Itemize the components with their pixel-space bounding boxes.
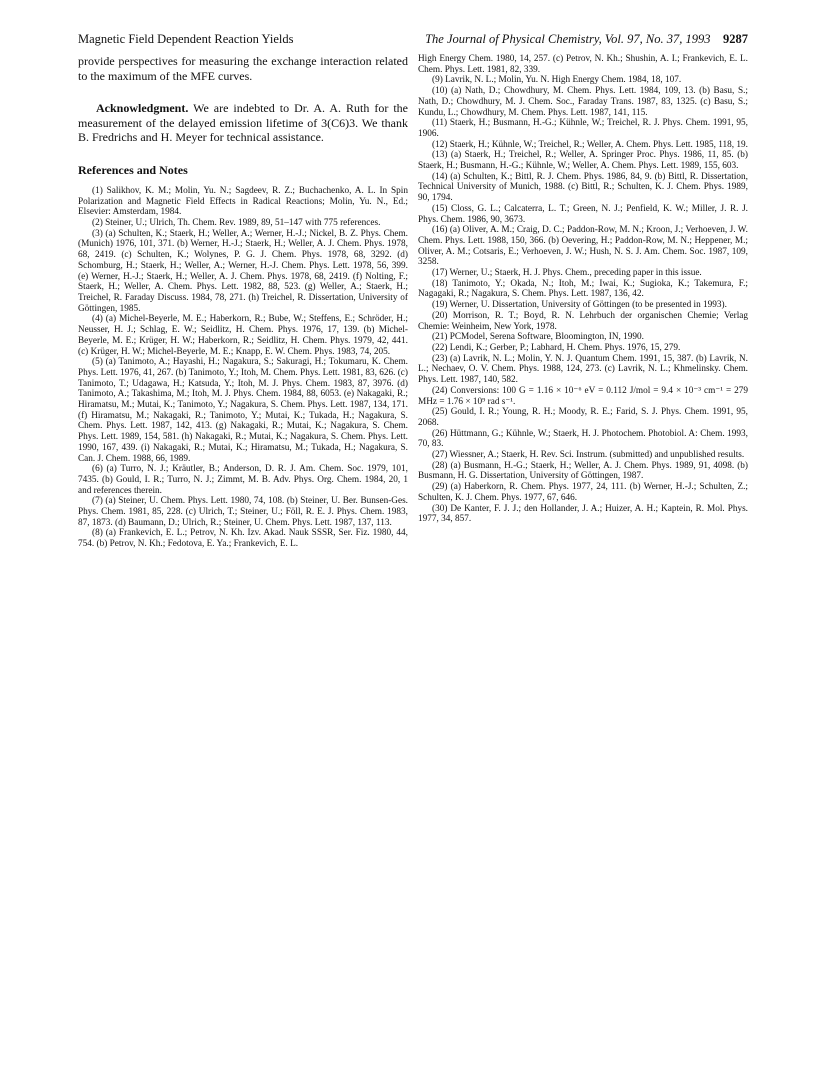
references-right-list	[418, 54, 748, 525]
reference-item: (27) Wiessner, A.; Staerk, H. Rev. Sci. Instrum. (submitted) and unpublished results.	[432, 450, 745, 461]
reference-item: (5) (a) Tanimoto, A.; Hayashi, H.; Nagakura, S.; Sakuragi, H.; Tokumaru, K. Chem. Phys. Lett. 1976, 41, 267. (b) Tanimoto, Y.; Itoh, M. Chem. Phys. Lett. 1981, 83, 626. (c) Tanimoto, T.; Udagawa, H.; Katsuda, Y.; Itoh, M. J. Phys. Chem. 1983, 87, 3976. (d) Tanimoto, A.; Takashima, M.; Itoh, M. J. Phys. Chem. 1984, 88, 6053. (e) Nakagaki, R.; Hiramatsu, M.; Mutai, K.; Tanimoto, Y.; Nagakura, S. Chem. Phys. Lett. 1987, 134, 171. (f) Hiramatsu, M.; Nakagaki, R.; Tanimoto, Y.; Mutai, K.; Tukada, H.; Nagakura, S. Chem. Phys. Lett. 1987, 142, 413. (g) Nakagaki, R.; Mutai, K.; Nagakura, S. Chem. Phys. Lett. 1989, 154, 581. (h) Nakagaki, R.; Mutai, K.; Nagakura, S. Chem. Phys. Lett. 1990, 167, 439. (i) Nakagaki, R.; Mutai, K.; Hiramatsu, M.; Tukada, H.; Nagakura, S. Can. J. Chem. 1988, 66, 1989.	[78, 357, 408, 464]
reference-item: (9) Lavrik, N. L.; Molin, Yu. N. High Energy Chem. 1984, 18, 107.	[432, 75, 682, 86]
reference-item: (24) Conversions: 100 G = 1.16 × 10⁻⁶ eV = 0.112 J/mol = 9.4 × 10⁻³ cm⁻¹ = 279 MHz = 1.76 × 10⁹ rad s⁻¹.	[418, 385, 748, 407]
reference-item: (14) (a) Schulten, K.; Bittl, R. J. Chem. Phys. 1986, 84, 9. (b) Bittl, R. Dissertation, Technical University of Munich, 1988. (c) Bittl, R.; Schulten, K. J. Chem. Phys. 1989, 90, 1794.	[418, 171, 748, 204]
reference-item: (26) Hüttmann, G.; Kühnle, W.; Staerk, H. J. Photochem. Photobiol. A: Chem. 1993, 70, 83.	[418, 428, 748, 450]
reference-item: (13) (a) Staerk, H.; Treichel, R.; Weller, A. Springer Proc. Phys. 1986, 11, 85. (b) Staerk, H.; Busmann, H.-G.; Kühnle, W.; Weller, A. Chem. Phys. Lett. 1989, 155, 603.	[418, 150, 748, 172]
journal-name: The Journal of Physical Chemistry, Vol. 97, No. 37, 1993	[425, 32, 711, 46]
reference-item: (11) Staerk, H.; Busmann, H.-G.; Kühnle, W.; Treichel, R. J. Phys. Chem. 1991, 95, 1906.	[418, 118, 748, 139]
reference-item: (10) (a) Nath, D.; Chowdhury, M. Chem. Phys. Lett. 1984, 109, 13. (b) Basu, S.; Nath, D.; Chowdhury, M. J. Chem. Soc., Faraday Trans. 1987, 83, 1325. (c) Basu, S.; Kundu, L.; Chowdhury, M. Chem. Phys. Lett. 1987, 141, 115.	[418, 86, 748, 118]
reference-item: (16) (a) Oliver, A. M.; Craig, D. C.; Paddon-Row, M. N.; Kroon, J.; Verhoeven, J. W. Chem. Phys. Lett. 1988, 150, 366. (b) Oevering, H.; Paddon-Row, M. N.; Heppener, M.; Oliver, A. M.; Cotsaris, E.; Verhoeven, J. W.; Hush, N. S. J. Am. Chem. Soc. 1987, 109, 3258.	[418, 225, 748, 268]
running-header	[78, 32, 748, 52]
page-number: 9287	[723, 32, 748, 46]
reference-item: (8) (a) Frankevich, E. L.; Petrov, N. Kh. Izv. Akad. Nauk SSSR, Ser. Fiz. 1980, 44, 754. (b) Petrov, N. Kh.; Fedotova, E. Ya.; Frankevich, E. L.	[78, 528, 408, 550]
reference-item: (25) Gould, I. R.; Young, R. H.; Moody, R. E.; Farid, S. J. Phys. Chem. 1991, 95, 2068.	[418, 407, 748, 428]
reference-item: (6) (a) Turro, N. J.; Kräutler, B.; Anderson, D. R. J. Am. Chem. Soc. 1979, 101, 7435. (b) Gould, I. R.; Turro, N. J.; Zimmt, M. B. Adv. Phys. Org. Chem. 1984, 20, 1 and references therein.	[78, 464, 408, 496]
references-heading: References and Notes	[78, 162, 188, 177]
acknowledgment-heading: Acknowledgment.	[96, 101, 189, 116]
reference-item: (21) PCModel, Serena Software, Bloomington, IN, 1990.	[432, 332, 644, 343]
running-title: Magnetic Field Dependent Reaction Yields	[78, 32, 294, 46]
reference-item: (23) (a) Lavrik, N. L.; Molin, Y. N. J. Quantum Chem. 1991, 15, 387. (b) Lavrik, N. L.; Nechaev, O. V. Chem. Phys. 1988, 124, 273. (c) Lavrik, N. L.; Khmelinsky. Chem. Phys. Lett. 1987, 140, 582.	[418, 353, 748, 386]
reference-item: (3) (a) Schulten, K.; Staerk, H.; Weller, A.; Werner, H.-J.; Nickel, B. Z. Phys. Chem. (Munich) 1976, 101, 371. (b) Werner, H.-J.; Staerk, H.; Weller, A. J. Chem. Phys. 1978, 68, 2419. (c) Schulten, K.; Wolynes, P. G. J. Chem. Phys. 1978, 68, 3292. (d) Schomburg, H.; Staerk, H.; Weller, A.; Werner, H.-J. Chem. Phys. Lett. 1978, 56, 399. (e) Werner, H.-J.; Staerk, H.; Weller, A. J. Chem. Phys. 1978, 68, 2419. (f) Nolting, F.; Staerk, H.; Weller, A. Chem. Phys. Lett. 1982, 88, 523. (g) Weller, A.; Staerk, H.; Treichel, R. Faraday Discuss. 1984, 78, 271. (h) Treichel, R. Dissertation, University of Göttingen, 1985.	[78, 228, 408, 314]
reference-item: (15) Closs, G. L.; Calcaterra, L. T.; Green, N. J.; Penfield, K. W.; Miller, J. R. J. Phys. Chem. 1986, 90, 3673.	[418, 203, 748, 225]
reference-item: (18) Tanimoto, Y.; Okada, N.; Itoh, M.; Iwai, K.; Sugioka, K.; Takemura, F.; Nagagaki, R.; Nagakura, S. Chem. Phys. Lett. 1987, 136, 42.	[418, 278, 748, 300]
reference-item: (12) Staerk, H.; Kühnle, W.; Treichel, R.; Weller, A. Chem. Phys. Lett. 1985, 118, 19.	[432, 139, 748, 150]
reference-item: (17) Werner, U.; Staerk, H. J. Phys. Chem., preceding paper in this issue.	[432, 268, 702, 279]
reference-item: (30) De Kanter, F. J. J.; den Hollander, J. A.; Huizer, A. H.; Kaptein, R. Mol. Phys. 1977, 34, 857.	[418, 503, 748, 525]
continuation-paragraph: provide perspectives for measuring the exchange interaction related to the maximum of the MFE curves.	[78, 54, 408, 83]
reference-item: (2) Steiner, U.; Ulrich, Th. Chem. Rev. 1989, 89, 51–147 with 775 references.	[92, 218, 381, 229]
acknowledgment-text: We are indebted to Dr. A. A. Ruth for the measurement of the delayed emission lifetime of 3(C6)3. We thank B. Fredrichs and H. Meyer for technical assistance.	[78, 101, 408, 145]
reference-item: (28) (a) Busmann, H.-G.; Staerk, H.; Weller, A. J. Chem. Phys. 1989, 91, 4098. (b) Busmann, H. G. Dissertation, University of Göttingen, 1987.	[418, 460, 748, 482]
reference-item: (19) Werner, U. Dissertation, University of Göttingen (to be presented in 1993).	[432, 300, 727, 311]
reference-item: (20) Morrison, R. T.; Boyd, R. N. Lehrbuch der organischen Chemie; Verlag Chemie: Weinheim, New York, 1978.	[418, 310, 748, 332]
journal-citation	[425, 32, 748, 47]
reference-item: (22) Lendi, K.; Gerber, P.; Labhard, H. Chem. Phys. 1976, 15, 279.	[432, 342, 681, 353]
left-column	[78, 54, 408, 550]
acknowledgment	[78, 101, 408, 145]
right-column	[418, 54, 748, 525]
reference-item: (29) (a) Haberkorn, R. Chem. Phys. 1977, 24, 111. (b) Werner, H.-J.; Schulten, Z.; Schulten, K. J. Chem. Phys. 1977, 67, 646.	[418, 482, 748, 503]
references-left-list	[78, 186, 408, 550]
reference-item: High Energy Chem. 1980, 14, 257. (c) Petrov, N. Kh.; Shushin, A. I.; Frankevich, E. L. Chem. Phys. Lett. 1981, 82, 339.	[418, 54, 748, 75]
reference-item: (1) Salikhov, K. M.; Molin, Yu. N.; Sagdeev, R. Z.; Buchachenko, A. L. In Spin Polarization and Magnetic Field Effects in Radical Reactions; Molin, Yu. N., Ed.; Elsevier: Amsterdam, 1984.	[78, 185, 408, 218]
reference-item: (7) (a) Steiner, U. Chem. Phys. Lett. 1980, 74, 108. (b) Steiner, U. Ber. Bunsen-Ges. Phys. Chem. 1981, 85, 228. (c) Ulrich, T.; Steiner, U.; Föll, R. E. J. Phys. Chem. 1983, 87, 1873. (d) Baumann, D.; Ulrich, R.; Steiner, U. Chem. Phys. Lett. 1987, 137, 113.	[78, 496, 408, 528]
reference-item: (4) (a) Michel-Beyerle, M. E.; Haberkorn, R.; Bube, W.; Steffens, E.; Schröder, H.; Neusser, H. J.; Schlag, E. W.; Seidlitz, H. Chem. Phys. 1976, 17, 139. (b) Michel-Beyerle, M. E.; Krüger, H. W.; Haberkorn, R.; Seidlitz, H. Chem. Phys. 1979, 42, 441. (c) Krüger, H. W.; Michel-Beyerle, M. E.; Knapp, E. W. Chem. Phys. 1983, 74, 205.	[78, 314, 408, 357]
